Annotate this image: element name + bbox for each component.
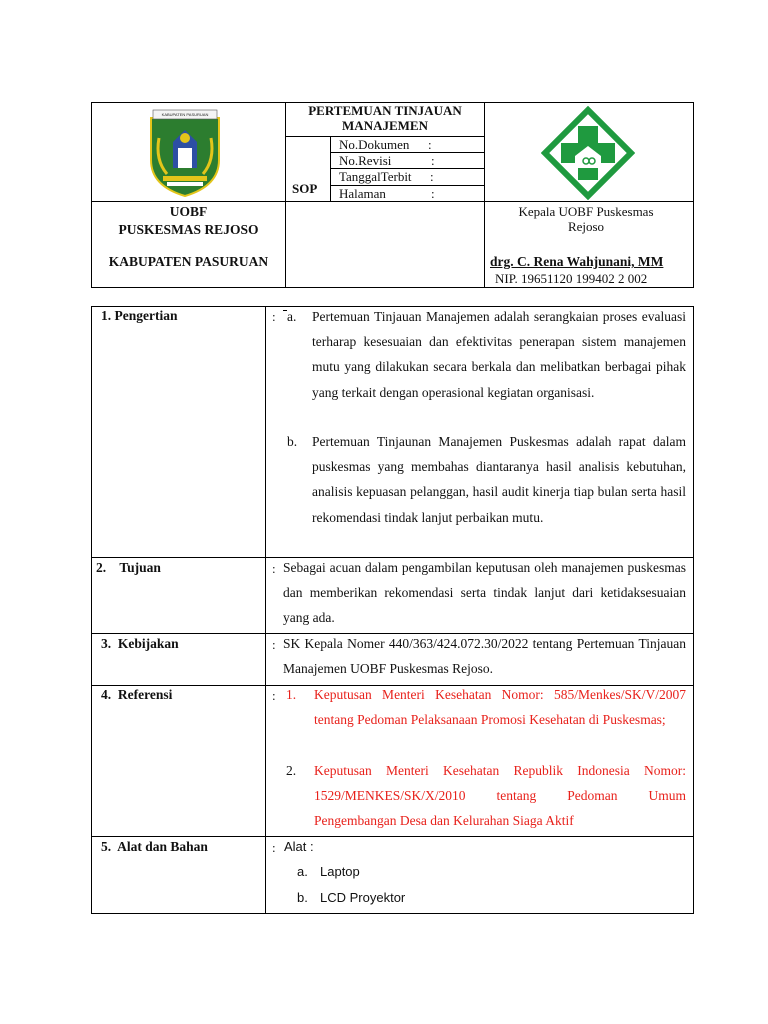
- alat-intro: Alat :: [284, 839, 314, 854]
- list-marker: a.: [287, 309, 297, 324]
- section-label-kebijakan: 3. Kebijakan: [101, 636, 179, 651]
- puskesmas-logo-icon: [541, 106, 635, 200]
- list-marker: b.: [297, 890, 308, 905]
- signer-nip: NIP. 19651120 199402 2 002: [495, 271, 648, 286]
- kebijakan-text: SK Kepala Nomer 440/363/424.072.30/2022 tentang Pertemuan Tinjauan Manajemen UOBF Puskesmas Rejoso.: [283, 636, 686, 677]
- section-label-alat-bahan: 5. Alat dan Bahan: [101, 839, 208, 854]
- alat-item-laptop: Laptop: [320, 864, 360, 879]
- referensi-item-1: Keputusan Menteri Kesehatan Nomor: 585/Menkes/SK/V/2007 tentang Pedoman Pelaksanaan Promosi Kesehatan di Puskesmas;: [314, 687, 686, 728]
- sop-label: SOP: [292, 181, 318, 196]
- emblem-label: KABUPATEN PASURUAN: [161, 112, 209, 117]
- section-label-pengertian: 1. Pengertian: [101, 308, 178, 323]
- pengertian-item-b: Pertemuan Tinjaunan Manajemen Puskesmas adalah rapat dalam puskesmas yang membahas diantaranya hasil analisis kebutuhan, analisis kepuasan pelanggan, hasil audit kinerja tiap bulan serta hasil rekomendasi tindak lanjut perbaikan mutu.: [312, 434, 686, 525]
- section-colon: :: [272, 309, 276, 324]
- field-halaman: Halaman :: [339, 186, 435, 201]
- document-title-line1: PERTEMUAN TINJAUAN: [308, 103, 462, 118]
- field-tanggal-terbit: TanggalTerbit :: [339, 169, 434, 184]
- signer-name: drg. C. Rena Wahjunani, MM: [490, 254, 664, 269]
- referensi-item-2: Keputusan Menteri Kesehatan Republik Indonesia Nomor: 1529/MENKES/SK/X/2010 tentang Pedoman Umum Pengembangan Desa dan Kelurahan Siaga Aktif: [314, 763, 686, 829]
- section-colon: :: [272, 688, 276, 703]
- kabupaten-emblem-icon: [145, 108, 225, 198]
- section-colon: :: [272, 840, 276, 855]
- pengertian-item-a: Pertemuan Tinjauan Manajemen adalah serangkaian proses evaluasi terharap kesesuaian dan efektivitas penerapan sistem manajemen mutu yang dilakukan secara berkala dan melibatkan berbagai pihak yang terkait dengan operasional kegiatan organisasi.: [312, 309, 686, 400]
- section-label-referensi: 4. Referensi: [101, 687, 173, 702]
- tujuan-text: Sebagai acuan dalam pengambilan keputusan oleh manajemen puskesmas dan memberikan rekomendasi serta tindak lanjut dari ketidaksesuaian yang ada.: [283, 560, 686, 626]
- field-no-revisi: No.Revisi :: [339, 153, 435, 168]
- signer-title: Kepala UOBF Puskesmas Rejoso: [518, 204, 654, 234]
- section-colon: :: [272, 637, 276, 652]
- alat-item-lcd: LCD Proyektor: [320, 890, 406, 905]
- list-marker: b.: [287, 434, 298, 449]
- org-name-kabupaten: KABUPATEN PASURUAN: [108, 254, 269, 269]
- list-marker: 2.: [286, 763, 297, 778]
- list-marker: a.: [297, 864, 308, 879]
- org-name-puskesmas: PUSKESMAS REJOSO: [118, 222, 259, 237]
- document-title-line2: MANAJEMEN: [342, 118, 428, 133]
- org-name-uobf: UOBF: [169, 204, 208, 219]
- section-colon: :: [272, 561, 276, 576]
- list-marker: 1.: [286, 687, 297, 702]
- field-no-dokumen: No.Dokumen :: [339, 137, 432, 152]
- section-label-tujuan: 2. Tujuan: [96, 560, 161, 575]
